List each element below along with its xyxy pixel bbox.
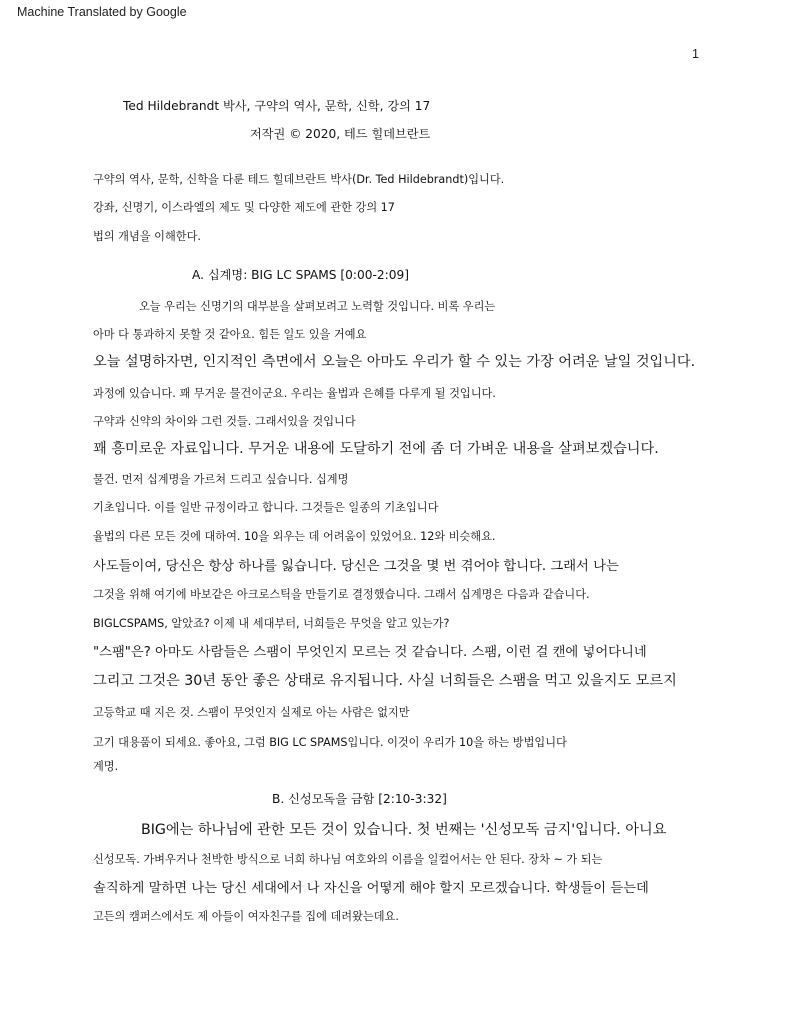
paragraph-line: 오늘 설명하자면, 인지적인 측면에서 오늘은 아마도 우리가 할 수 있는 가장 어려운 날일 것입니다. — [93, 354, 696, 370]
intro-line: 강좌, 신명기, 이스라엘의 제도 및 다양한 제도에 관한 강의 17 — [93, 201, 395, 214]
page-number: 1 — [692, 47, 699, 61]
paragraph-line: BIGLCSPAMS, 알았죠? 이제 내 세대부터, 너희들은 무엇을 알고 있는가? — [93, 617, 450, 630]
paragraph-line: 고등학교 때 지은 것. 스팸이 무엇인지 실제로 아는 사람은 없지만 — [93, 706, 410, 719]
section-b-heading: B. 신성모독을 금함 [2:10-3:32] — [272, 792, 447, 806]
copyright-line: 저작권 © 2020, 테드 힐데브란트 — [250, 127, 431, 141]
intro-line: 구약의 역사, 문학, 신학을 다룬 테드 힐데브란트 박사(Dr. Ted Hildebrandt)입니다. — [93, 173, 505, 186]
paragraph-line: 율법의 다른 모든 것에 대하여. 10을 외우는 데 어려움이 있었어요. 12와 비슷해요. — [93, 530, 496, 543]
paragraph-line: 구약과 신약의 차이와 그런 것들. 그래서있을 것입니다 — [93, 415, 356, 428]
intro-line: 법의 개념을 이해한다. — [93, 230, 201, 243]
paragraph-line: 그것을 위해 여기에 바보같은 아크로스틱을 만들기로 결정했습니다. 그래서 십계명은 다음과 같습니다. — [93, 588, 590, 601]
paragraph-line: 과정에 있습니다. 꽤 무거운 물건이군요. 우리는 율법과 은혜를 다루게 될 것입니다. — [93, 387, 496, 400]
paragraph-line: 꽤 흥미로운 자료입니다. 무거운 내용에 도달하기 전에 좀 더 가벼운 내용을 살펴보겠습니다. — [93, 441, 659, 457]
paragraph-line: 오늘 우리는 신명기의 대부분을 살펴보려고 노력할 것입니다. 비록 우리는 — [139, 300, 496, 313]
machine-translated-label: Machine Translated by Google — [17, 5, 187, 19]
paragraph-line: 사도들이여, 당신은 항상 하나를 잃습니다. 당신은 그것을 몇 번 겪어야 합니다. 그래서 나는 — [93, 559, 619, 574]
document-title: Ted Hildebrandt 박사, 구약의 역사, 문학, 신학, 강의 17 — [123, 99, 431, 113]
paragraph-line: 계명. — [93, 760, 119, 773]
paragraph-line: 물건. 먼저 십계명을 가르쳐 드리고 싶습니다. 십계명 — [93, 473, 349, 486]
paragraph-line: 기초입니다. 이를 일반 규정이라고 합니다. 그것들은 일종의 기초입니다 — [93, 501, 439, 514]
paragraph-line: 솔직하게 말하면 나는 당신 세대에서 나 자신을 어떻게 해야 할지 모르겠습니다. 학생들이 듣는데 — [93, 881, 649, 896]
paragraph-line: BIG에는 하나님에 관한 모든 것이 있습니다. 첫 번째는 '신성모독 금지'입니다. 아니요 — [141, 822, 667, 838]
paragraph-line: 고기 대용품이 되세요. 좋아요, 그럼 BIG LC SPAMS입니다. 이것이 우리가 10을 하는 방법입니다 — [93, 736, 567, 749]
paragraph-line: 고든의 캠퍼스에서도 제 아들이 여자친구를 집에 데려왔는데요. — [93, 910, 399, 923]
paragraph-line: 그리고 그것은 30년 동안 좋은 상태로 유지됩니다. 사실 너희들은 스팸을 먹고 있을지도 모르지 — [93, 673, 677, 689]
paragraph-line: 아마 다 통과하지 못할 것 같아요. 힘든 일도 있을 거예요 — [93, 328, 367, 341]
paragraph-line: 신성모독. 가벼우거나 천박한 방식으로 너희 하나님 여호와의 이름을 일컬어서는 안 된다. 장차 ~ 가 되는 — [93, 853, 603, 866]
paragraph-line: "스팸"은? 아마도 사람들은 스팸이 무엇인지 모르는 것 같습니다. 스팸, 이런 걸 캔에 넣어다니네 — [93, 645, 647, 660]
section-a-heading: A. 십계명: BIG LC SPAMS [0:00-2:09] — [192, 268, 410, 282]
